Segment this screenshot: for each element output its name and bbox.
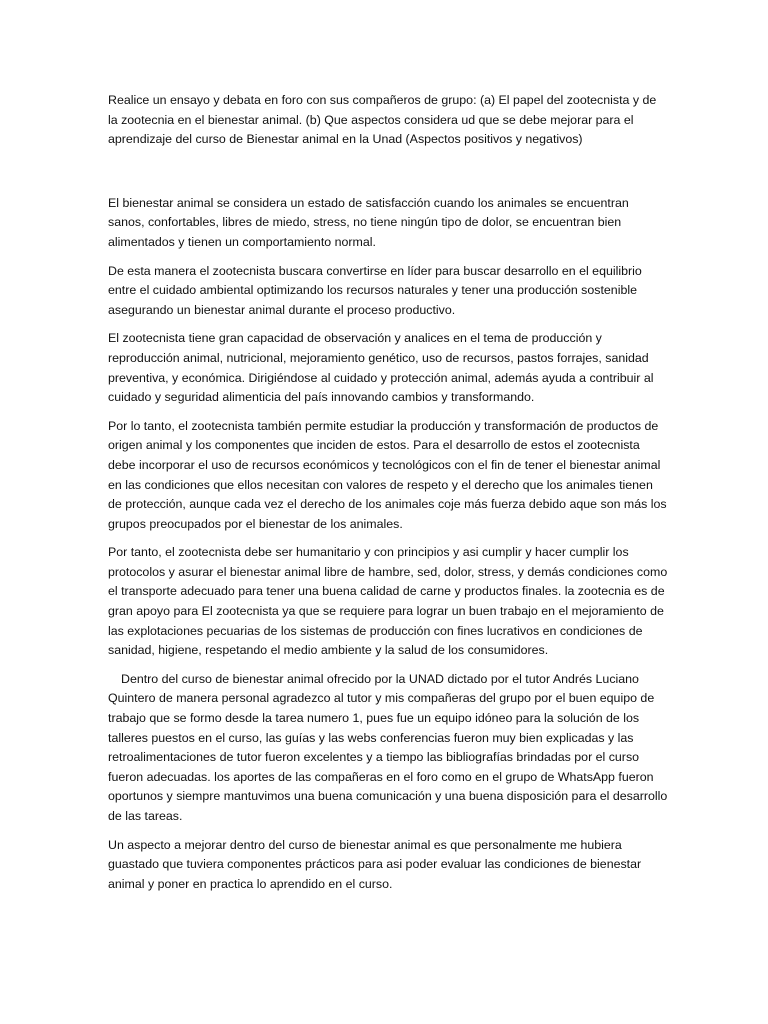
- paragraph-zootechnist-capacity: El zootecnista tiene gran capacidad de observación y analices en el tema de producción y reproducción animal, nutricional, mejoramiento genético, uso de recursos, pastos forrajes, sanidad preventiva, y económica. Dirigiéndose al cuidado y protección animal, además ayuda a contribuir al cuidado y seguridad alimenticia del país innovando cambios y transformando.: [108, 331, 654, 405]
- paragraph-improvement-aspect: Un aspecto a mejorar dentro del curso de bienestar animal es que personalmente me hubiera guastado que tuviera componentes prácticos para asi poder evaluar las condiciones de bienestar animal y poner en practica lo aprendido en el curso.: [108, 837, 642, 891]
- paragraph-animal-welfare-definition: El bienestar animal se considera un estado de satisfacción cuando los animales se encuentran sanos, confortables, libres de miedo, stress, no tiene ningún tipo de dolor, se encuentran bien alimentados y tienen un comportamiento normal.: [108, 195, 629, 249]
- paragraph-production-transformation: Por lo tanto, el zootecnista también permite estudiar la producción y transformación de productos de origen animal y los componentes que inciden de estos. Para el desarrollo de estos el zootecnista debe incorporar el uso de recursos económicos y tecnológicos con el fin de tener el bienestar animal en las condiciones que ellos necesitan con valores de respeto y el derecho que los animales tienen de protección, aunque cada vez el derecho de los animales coje más fuerza debido aque son más los grupos preocupados por el bienestar de los animales.: [108, 418, 667, 531]
- paragraph-course-review: Dentro del curso de bienestar animal ofrecido por la UNAD dictado por el tutor Andrés Luciano Quintero de manera personal agradezco al tutor y mis compañeras del grupo por el buen equipo de trabajo que se formo desde la tarea numero 1, pues fue un equipo idóneo para la solución de los talleres puestos en el curso, las guías y las webs conferencias fueron muy bien explicadas y las retroalimentaciones de tutor fueron excelentes y a tiempo las bibliografías brindadas por el curso fueron adecuadas. los aportes de las compañeras en el foro como en el grupo de WhatsApp fueron oportunos y siempre mantuvimos una buena comunicación y una buena disposición para el desarrollo de las tareas.: [108, 671, 668, 823]
- assignment-prompt: Realice un ensayo y debata en foro con sus compañeros de grupo: (a) El papel del zootecnista y de la zootecnia en el bienestar animal. (b) Que aspectos considera ud que se debe mejorar para el aprendizaje del curso de Bienestar animal en la Unad (Aspectos positivos y negativos): [108, 93, 657, 147]
- paragraph-humanitarian-protocols: Por tanto, el zootecnista debe ser humanitario y con principios y asi cumplir y hacer cumplir los protocolos y asurar el bienestar animal libre de hambre, sed, dolor, stress, y demás condiciones como el transporte adecuado para tener una buena calidad de carne y productos finales. la zootecnia es de gran apoyo para El zootecnista ya que se requiere para lograr un buen trabajo en el mejoramiento de las explotaciones pecuarias de los sistemas de producción con fines lucrativos en condiciones de sanidad, higiene, respetando el medio ambiente y la salud de los consumidores.: [108, 545, 668, 658]
- paragraph-zootechnist-leadership: De esta manera el zootecnista buscara convertirse en líder para buscar desarrollo en el equilibrio entre el cuidado ambiental optimizando los recursos naturales y tener una producción sostenible asegurando un bienestar animal durante el proceso productivo.: [108, 263, 642, 317]
